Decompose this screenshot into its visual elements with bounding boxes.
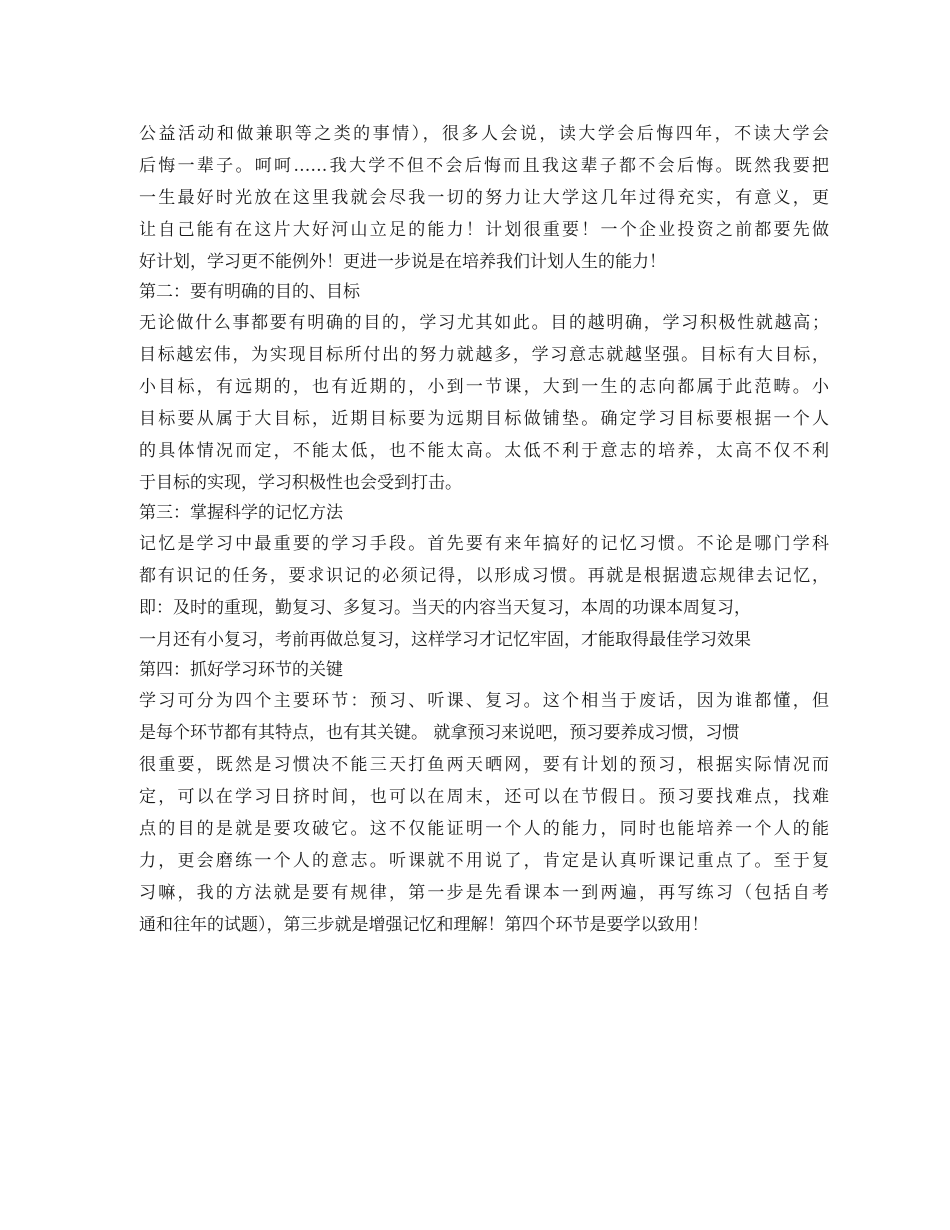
text-line: 目标要从属于大目标，近期目标要为远期目标做铺垫。确定学习目标要根据一个人 bbox=[139, 409, 829, 429]
text-line: 一月还有小复习，考前再做总复习，这样学习才记忆牢固，才能取得最佳学习效果 bbox=[139, 630, 751, 650]
text-line: 好计划，学习更不能例外！更进一步说是在培养我们计划人生的能力！ bbox=[139, 252, 666, 272]
text-line: 是每个环节都有其特点，也有其关键。 就拿预习来说吧，预习要养成习惯，习惯 bbox=[139, 723, 740, 743]
text-line: 定，可以在学习日挤时间，也可以在周末，还可以在节假日。预习要找难点，找难 bbox=[139, 787, 829, 807]
text-line: 即：及时的重现，勤复习、多复习。当天的内容当天复习，本周的功课本周复习， bbox=[139, 598, 751, 618]
text-line: 一生最好时光放在这里我就会尽我一切的努力让大学这几年过得充实，有意义，更 bbox=[139, 188, 829, 208]
text-line: 点的目的是就是要攻破它。这不仅能证明一个人的能力，同时也能培养一个人的能 bbox=[139, 819, 829, 839]
section-heading: 第二：要有明确的目的、目标 bbox=[139, 282, 360, 302]
document-body bbox=[139, 118, 829, 941]
text-line: 力，更会磨练一个人的意志。听课就不用说了，肯定是认真听课记重点了。至于复 bbox=[139, 851, 829, 871]
text-line: 都有识记的任务，要求识记的必须记得，以形成习惯。再就是根据遗忘规律去记忆， bbox=[139, 566, 829, 586]
text-line: 的具体情况而定，不能太低，也不能太高。太低不利于意志的培养，太高不仅不利 bbox=[139, 441, 829, 461]
section-heading: 第三：掌握科学的记忆方法 bbox=[139, 503, 343, 523]
text-line: 让自己能有在这片大好河山立足的能力！计划很重要！一个企业投资之前都要先做 bbox=[139, 220, 829, 240]
text-line: 小目标，有远期的，也有近期的，小到一节课，大到一生的志向都属于此范畴。小 bbox=[139, 377, 829, 397]
text-line: 后悔一辈子。呵呵……我大学不但不会后悔而且我这辈子都不会后悔。既然我要把 bbox=[139, 156, 829, 176]
text-line: 习嘛，我的方法就是要有规律，第一步是先看课本一到两遍，再写练习（包括自考 bbox=[139, 883, 829, 903]
text-line: 于目标的实现，学习积极性也会受到打击。 bbox=[139, 473, 462, 493]
text-line: 通和往年的试题），第三步就是增强记忆和理解！第四个环节是要学以致用！ bbox=[139, 915, 709, 935]
text-line: 学习可分为四个主要环节：预习、听课、复习。这个相当于废话，因为谁都懂，但 bbox=[139, 691, 829, 711]
section-heading: 第四：抓好学习环节的关键 bbox=[139, 660, 343, 680]
text-line: 公益活动和做兼职等之类的事情），很多人会说，读大学会后悔四年，不读大学会 bbox=[139, 124, 829, 144]
text-line: 无论做什么事都要有明确的目的，学习尤其如此。目的越明确，学习积极性就越高； bbox=[139, 313, 829, 333]
text-line: 记忆是学习中最重要的学习手段。首先要有来年搞好的记忆习惯。不论是哪门学科 bbox=[139, 534, 829, 554]
text-line: 目标越宏伟，为实现目标所付出的努力就越多，学习意志就越坚强。目标有大目标， bbox=[139, 345, 829, 365]
text-line: 很重要，既然是习惯决不能三天打鱼两天晒网，要有计划的预习，根据实际情况而 bbox=[139, 755, 829, 775]
